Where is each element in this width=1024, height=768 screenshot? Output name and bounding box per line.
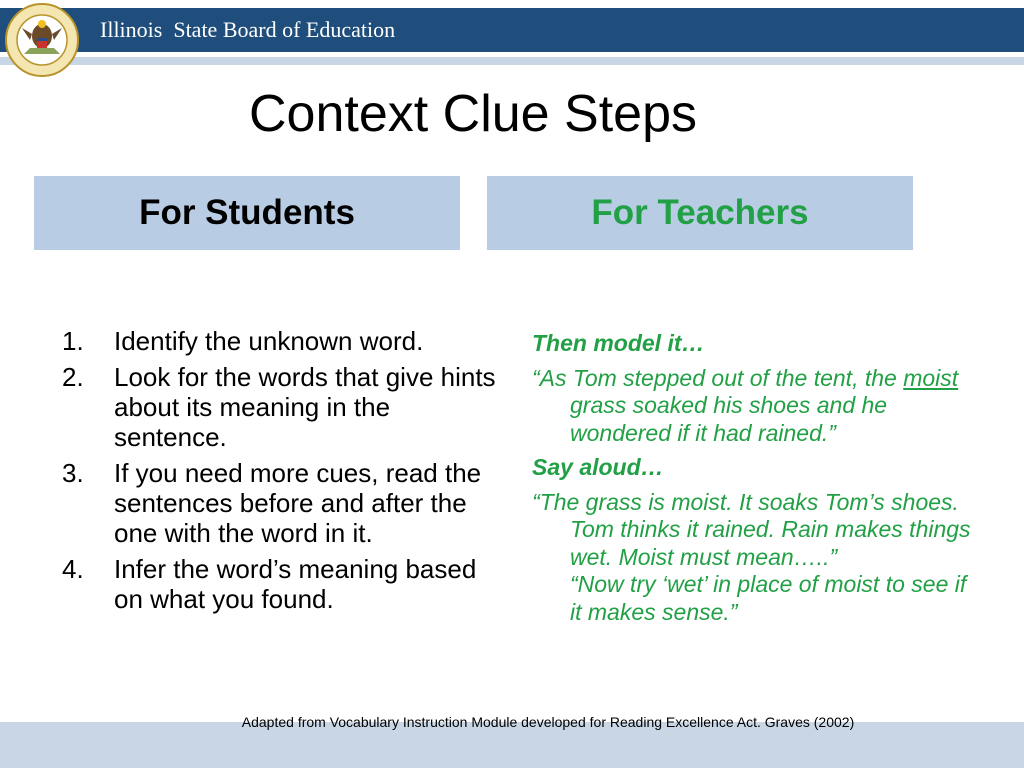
step-text: If you need more cues, read the sentences before and after the one with the word in it.	[114, 458, 482, 548]
step-text: Identify the unknown word.	[114, 326, 424, 356]
header-stripe	[0, 57, 1024, 65]
source-citation: Adapted from Vocabulary Instruction Module developed for Reading Excellence Act. Graves (2002)	[241, 714, 855, 730]
step-text: Look for the words that give hints about its meaning in the sentence.	[114, 362, 496, 452]
teachers-heading: For Teachers	[487, 176, 913, 250]
list-item: 4. Infer the word’s meaning based on what you found.	[62, 554, 477, 614]
list-item: 3. If you need more cues, read the sentences before and after the one with the word in it.	[62, 458, 482, 548]
say-aloud-text: “The grass is moist. It soaks Tom’s shoes. Tom thinks it rained. Rain makes things wet. Moist must mean…..” “Now try ‘wet’ in place of moist to see if it makes sense.”	[532, 488, 971, 625]
teacher-guidance	[532, 330, 972, 633]
list-item: 1. Identify the unknown word.	[62, 326, 424, 356]
model-heading: Then model it…	[532, 330, 705, 356]
step-text: Infer the word’s meaning based on what you found.	[114, 554, 477, 614]
model-example: “As Tom stepped out of the tent, the moist grass soaked his shoes and he wondered if it had rained.”	[532, 364, 959, 446]
say-heading: Say aloud…	[532, 454, 664, 480]
list-item: 2. Look for the words that give hints about its meaning in the sentence.	[62, 362, 496, 452]
target-word: moist	[903, 364, 959, 391]
slide-title: Context Clue Steps	[248, 85, 698, 143]
state-seal-icon	[4, 2, 80, 78]
organization-name: Illinois State Board of Education	[100, 17, 396, 42]
students-heading: For Students	[34, 176, 460, 250]
student-steps-list	[60, 326, 500, 620]
